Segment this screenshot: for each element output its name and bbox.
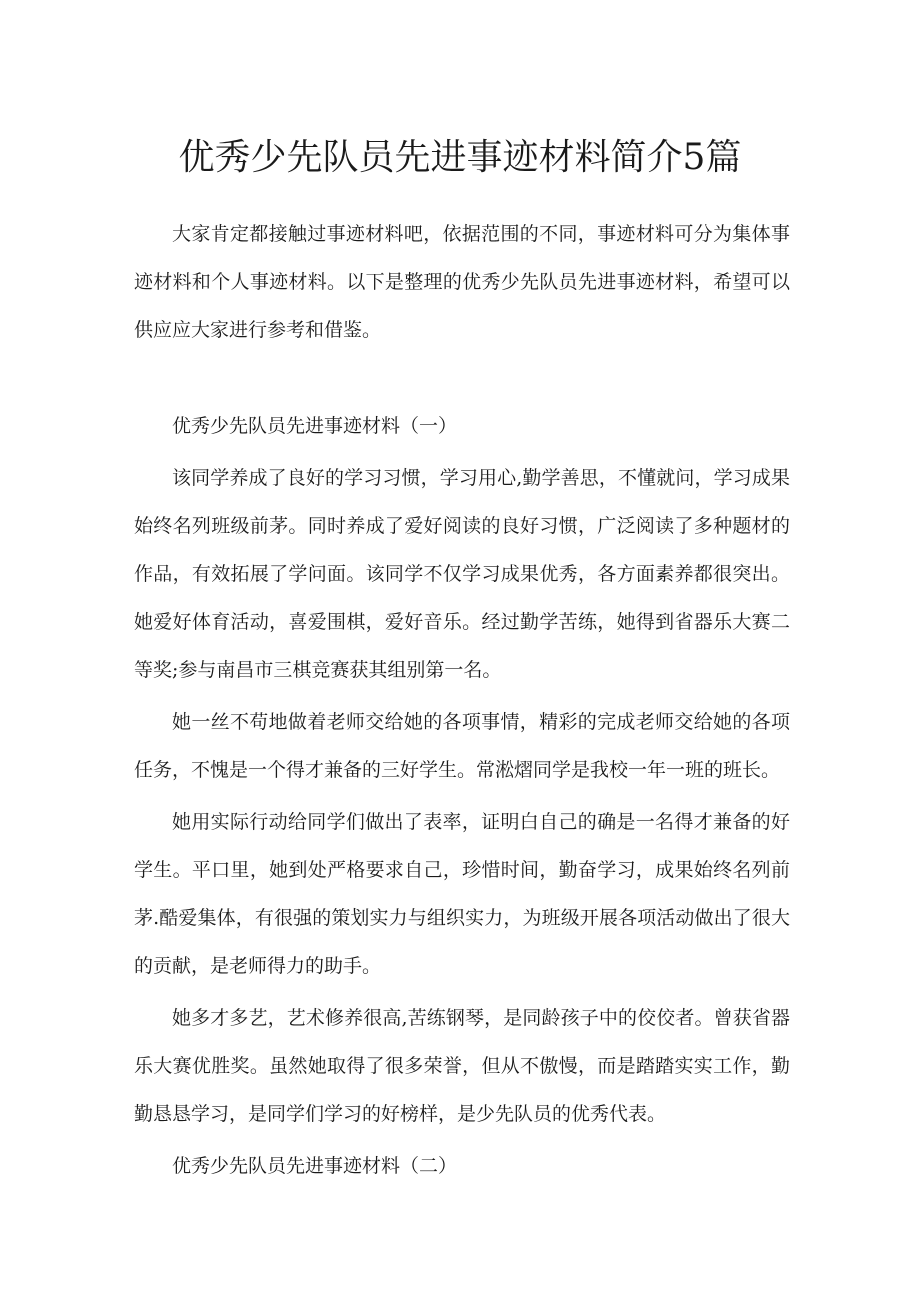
intro-paragraph: 大家肯定都接触过事迹材料吧，依据范围的不同，事迹材料可分为集体事迹材料和个人事迹材料。以下是整理的优秀少先队员先进事迹材料，希望可以供应应大家进行参考和借鉴。	[134, 223, 790, 341]
section-spacer	[134, 354, 790, 402]
section-heading-1: 优秀少先队员先进事迹材料（一）	[172, 415, 458, 437]
body-paragraph: 该同学养成了良好的学习习惯，学习用心,勤学善思，不懂就问，学习成果始终名列班级前茅。同时养成了爱好阅读的良好习惯，广泛阅读了多种题材的作品，有效拓展了学问面。该同学不仅学习成果优秀，各方面素养都很突出。她爱好体育活动，喜爱围棋，爱好音乐。经过勤学苦练，她得到省器乐大赛二等奖;参与南昌市三棋竞赛获其组别第一名。	[134, 467, 790, 681]
body-paragraph: 她多才多艺，艺术修养很高,苦练钢琴，是同龄孩子中的佼佼者。曾获省器乐大赛优胜奖。虽然她取得了很多荣誉，但从不傲慢，而是踏踏实实工作，勤勤恳恳学习，是同学们学习的好榜样，是少先队员的优秀代表。	[134, 1007, 790, 1125]
document-body	[134, 210, 790, 1194]
document-title: 优秀少先队员先进事迹材料简介5篇	[178, 137, 742, 178]
body-paragraph: 她用实际行动给同学们做出了表率，证明白自己的确是一名得才兼备的好学生。平口里，她到处严格要求自己，珍惜时间，勤奋学习，成果始终名列前茅.酷爱集体，有很强的策划实力与组织实力，为班级开展各项活动做出了很大的贡献，是老师得力的助手。	[134, 811, 790, 977]
section-heading-2: 优秀少先队员先进事迹材料（二）	[172, 1155, 458, 1177]
body-paragraph: 她一丝不苟地做着老师交给她的各项事情，精彩的完成老师交给她的各项任务，不愧是一个得才兼备的三好学生。常淞熠同学是我校一年一班的班长。	[134, 711, 790, 781]
